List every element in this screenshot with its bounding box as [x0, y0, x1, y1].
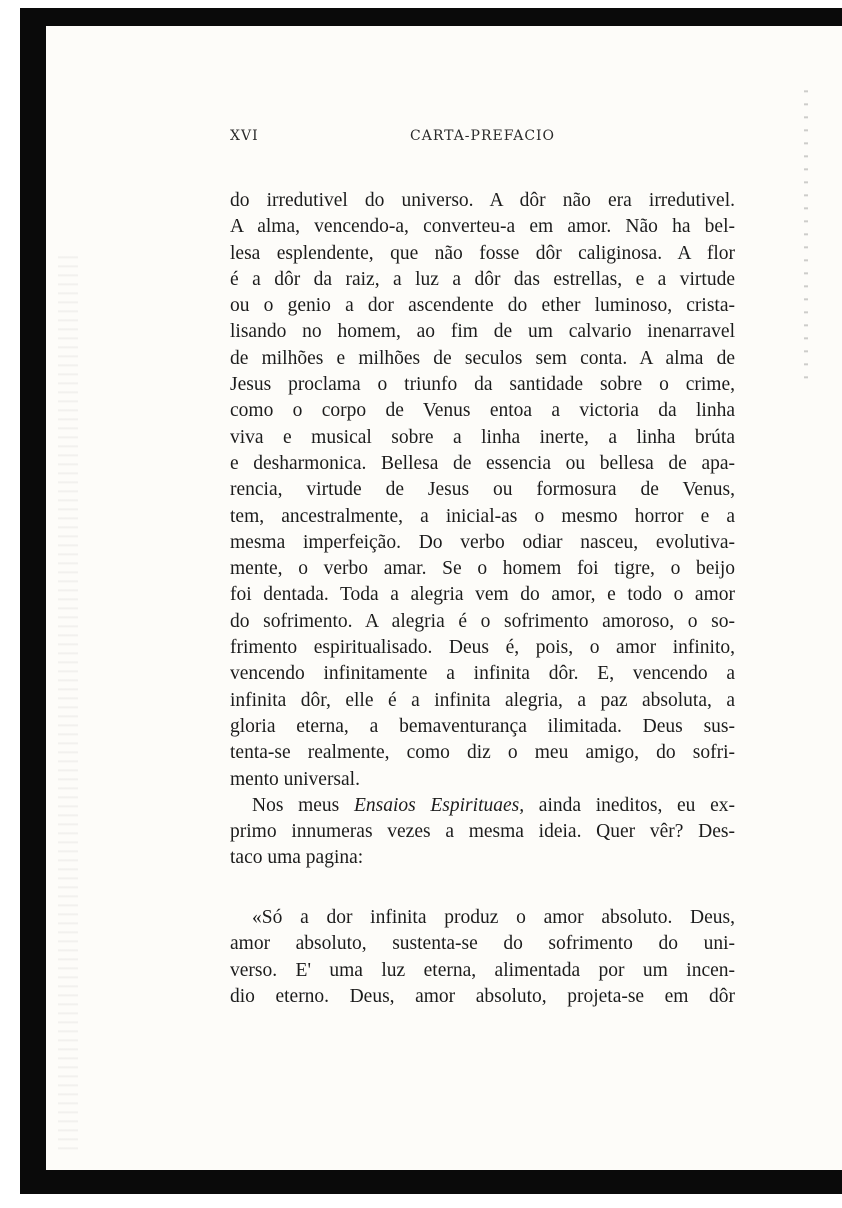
text-line: gloria eterna, a bemaventurança ilimitada. Deus sus- [230, 715, 735, 737]
text-line: do irredutivel do universo. A dôr não era irredutivel. [230, 190, 735, 211]
text-line: mente, o verbo amar. Se o homem foi tigre, o beijo [230, 558, 735, 580]
text-line: taco uma pagina: [230, 847, 364, 869]
page-number: XVI [230, 128, 259, 144]
main-paragraph [230, 188, 735, 872]
text-line: vencendo infinitamente a infinita dôr. E, vencendo a [230, 663, 735, 685]
text-line: lesa esplendente, que não fosse dôr caliginosa. A flor [230, 242, 735, 264]
running-header [230, 128, 735, 150]
text-line: de milhões e milhões de seculos sem conta. A alma de [230, 347, 735, 369]
scan-border-bottom [20, 1170, 842, 1194]
text-line: infinita dôr, elle é a infinita alegria, a paz absoluta, a [230, 689, 735, 711]
text-line: tenta-se realmente, como diz o meu amigo, do sofri- [230, 742, 735, 764]
text-line: ou o genio a dor ascendente do ether luminoso, crista- [230, 295, 735, 317]
text-line: primo innumeras vezes a mesma ideia. Quer vêr? Des- [230, 821, 735, 843]
quote-line: dio eterno. Deus, amor absoluto, projeta-se em dôr [230, 985, 735, 1007]
text-line: A alma, vencendo-a, converteu-a em amor. Não ha bel- [230, 216, 735, 238]
text-line: viva e musical sobre a linha inerte, a linha brúta [230, 426, 735, 448]
text-line [230, 793, 735, 819]
text-line: frimento espiritualisado. Deus é, pois, o amor infinito, [230, 637, 735, 659]
bleed-through-left [58, 250, 78, 1150]
text-fragment: Nos meus [252, 794, 354, 816]
header-title: CARTA-PREFACIO [410, 128, 556, 144]
text-line: mesma imperfeição. Do verbo odiar nasceu, evolutiva- [230, 531, 735, 553]
text-fragment: ainda ineditos, eu ex- [524, 794, 735, 816]
text-line: lisando no homem, ao fim de um calvario inenarravel [230, 321, 735, 343]
quote-line: «Só a dor infinita produz o amor absoluto. Deus, [252, 907, 735, 928]
text-line: é a dôr da raiz, a luz a dôr das estrellas, e a virtude [230, 268, 735, 290]
scan-border-top [26, 8, 842, 26]
quotation-block [230, 905, 735, 1010]
text-line: foi dentada. Toda a alegria vem do amor, e todo o amor [230, 584, 735, 606]
text-line: como o corpo de Venus entoa a victoria da linha [230, 400, 735, 422]
quote-line: verso. E' uma luz eterna, alimentada por um incen- [230, 959, 735, 981]
scan-border-left [20, 8, 46, 1188]
text-line: do sofrimento. A alegria é o sofrimento amoroso, o so- [230, 610, 735, 632]
quote-line: amor absoluto, sustenta-se do sofrimento do uni- [230, 933, 735, 955]
bleed-through-right [804, 80, 808, 380]
text-line: rencia, virtude de Jesus ou formosura de Venus, [230, 479, 735, 501]
text-line: e desharmonica. Bellesa de essencia ou bellesa de apa- [230, 452, 735, 474]
book-title: Ensaios Espirituaes, [353, 794, 525, 816]
text-line: tem, ancestralmente, a inicial-as o mesmo horror e a [230, 505, 735, 527]
text-line: mento universal. [230, 768, 360, 790]
text-line: Jesus proclama o triunfo da santidade sobre o crime, [230, 374, 735, 396]
